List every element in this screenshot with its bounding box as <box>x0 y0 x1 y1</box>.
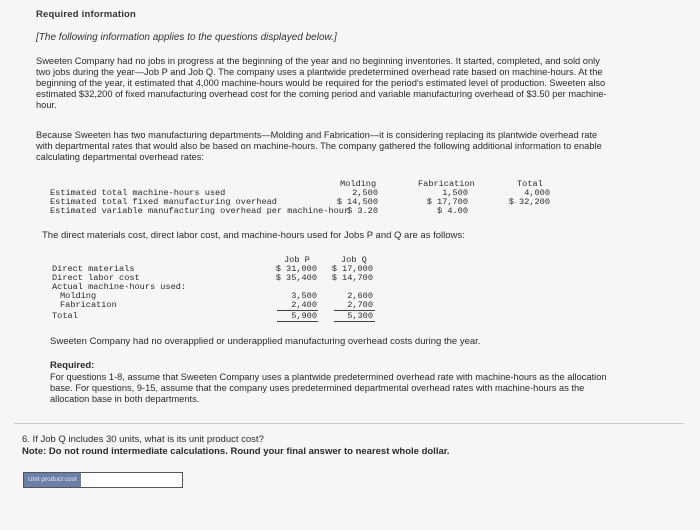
cell-total-hours: 4,000 <box>524 188 550 198</box>
jobs-intro: The direct materials cost, direct labor cost, and machine-hours used for Jobs P and Q are as follows: <box>42 230 465 241</box>
required-text: For questions 1-8, assume that Sweeten Company uses a plantwide predetermined overhead rate with machine-hours as the allocation base. For questions, 9-15, assume that the company uses predetermined departmental overhead rates with machine-hours as the allocation base in both departments. <box>50 372 607 404</box>
rounding-note: Note: Do not round intermediate calculations. Round your final answer to nearest whole dollar. <box>22 446 450 457</box>
cell-p-labor: $ 35,400 <box>275 273 317 283</box>
intro-note: [The following information applies to the questions displayed below.] <box>36 32 337 43</box>
question-text: 6. If Job Q includes 30 units, what is its unit product cost? <box>22 434 264 445</box>
cell-molding-fixed: $ 14,500 <box>336 197 378 207</box>
row-label-fixed-overhead: Estimated total fixed manufacturing overhead <box>50 197 277 207</box>
col-head-fabrication: Fabrication <box>418 179 475 189</box>
cell-fabrication-variable: $ 4.00 <box>437 206 468 216</box>
departments-paragraph: Because Sweeten has two manufacturing departments—Molding and Fabrication—it is considering replacing its plantwide overhead rate with departmental rates that would also be based on machine-hours. The company gathered the following additional information to enable calculating departmental overhead rates: <box>36 130 602 162</box>
cell-total-fixed: $ 32,200 <box>508 197 550 207</box>
double-underline-job-q <box>334 321 375 322</box>
row-label-direct-materials: Direct materials <box>52 264 135 274</box>
cell-fabrication-hours: 1,500 <box>442 188 468 198</box>
double-underline-job-p <box>277 321 318 322</box>
cell-q-total: 5,300 <box>347 311 373 321</box>
overhead-note: Sweeten Company had no overapplied or underapplied manufacturing overhead costs during the year. <box>50 336 481 347</box>
scenario-paragraph: Sweeten Company had no jobs in progress at the beginning of the year and no beginning inventories. It started, completed, and sold only two jobs during the year—Job P and Job Q. The company uses a plantwide predetermined overhead rate based on machine-hours. At the beginning of the year, it estimated that 4,000 machine-hours would be required for the period's estimated level of production. Sweeten also estimated $32,200 of fixed manufacturing overhead cost for the coming period and variable manufacturing overhead of $3.50 per machine-hour. <box>36 56 607 110</box>
col-head-molding: Molding <box>340 179 377 189</box>
answer-field[interactable] <box>23 472 183 488</box>
section-heading: Required information <box>36 9 137 20</box>
row-label-variable-overhead: Estimated variable manufacturing overhead per machine-hour <box>50 206 350 216</box>
row-label-machine-hours: Estimated total machine-hours used <box>50 188 226 198</box>
row-label-direct-labor: Direct labor cost <box>52 273 140 283</box>
cell-molding-hours: 2,500 <box>352 188 378 198</box>
cell-p-molding: 3,500 <box>291 291 317 301</box>
cell-q-fabrication: 2,700 <box>347 300 373 310</box>
col-head-job-p: Job P <box>284 255 310 265</box>
cell-p-materials: $ 31,000 <box>275 264 317 274</box>
col-head-job-q: Job Q <box>341 255 367 265</box>
cell-q-labor: $ 14,700 <box>331 273 373 283</box>
unit-product-cost-input[interactable] <box>92 473 186 489</box>
cell-p-total: 5,900 <box>291 311 317 321</box>
cell-q-materials: $ 17,000 <box>331 264 373 274</box>
cell-fabrication-fixed: $ 17,700 <box>426 197 468 207</box>
cell-molding-variable: $ 3.20 <box>347 206 378 216</box>
section-divider <box>14 423 684 424</box>
answer-label: Unit product cost <box>24 473 81 487</box>
cell-q-molding: 2,600 <box>347 291 373 301</box>
row-label-total: Total <box>52 311 78 321</box>
row-label-molding: Molding <box>60 291 97 301</box>
required-heading: Required: <box>50 360 95 371</box>
row-label-actual-hours: Actual machine-hours used: <box>52 282 187 292</box>
cell-p-fabrication: 2,400 <box>291 300 317 310</box>
row-label-fabrication: Fabrication <box>60 300 117 310</box>
col-head-total: Total <box>517 179 543 189</box>
